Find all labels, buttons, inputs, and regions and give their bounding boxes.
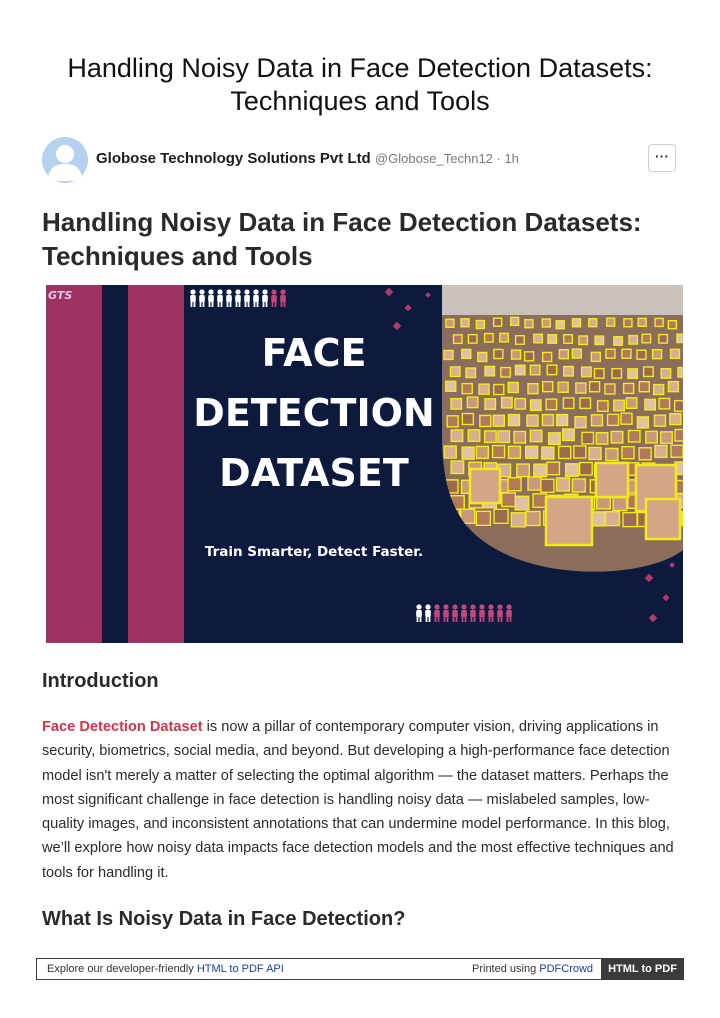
detected-face bbox=[494, 350, 503, 359]
detected-face bbox=[530, 430, 542, 442]
detected-face bbox=[655, 318, 663, 326]
detected-face bbox=[607, 318, 615, 326]
detected-face bbox=[670, 414, 681, 425]
magenta-stripe bbox=[128, 285, 184, 643]
avatar[interactable] bbox=[42, 137, 88, 183]
detected-face bbox=[468, 430, 480, 442]
detected-face bbox=[543, 352, 552, 361]
detected-face bbox=[512, 350, 521, 359]
detected-face bbox=[543, 382, 553, 392]
detected-face bbox=[528, 384, 538, 394]
detected-face bbox=[628, 369, 638, 379]
detected-face bbox=[580, 398, 591, 409]
hero-heading-line-1: FACE bbox=[261, 331, 367, 375]
detected-face bbox=[668, 321, 676, 329]
detected-face bbox=[454, 335, 463, 344]
detected-face bbox=[451, 399, 462, 410]
detected-face bbox=[605, 384, 615, 394]
detected-face bbox=[637, 417, 648, 428]
detected-face bbox=[556, 478, 569, 491]
detected-face bbox=[675, 401, 683, 412]
detected-face bbox=[598, 401, 609, 412]
detected-face bbox=[508, 415, 519, 426]
detected-face bbox=[622, 447, 634, 459]
detected-face bbox=[589, 319, 597, 327]
detected-face bbox=[531, 400, 542, 411]
detected-face bbox=[511, 317, 519, 325]
detected-face bbox=[566, 464, 579, 477]
detected-face bbox=[623, 513, 637, 527]
detected-face bbox=[591, 415, 602, 426]
detected-face bbox=[494, 318, 502, 326]
pdfcrowd-link[interactable]: PDFCrowd bbox=[539, 963, 594, 975]
footer-prefix: Explore our developer-friendly bbox=[47, 963, 197, 975]
detected-face bbox=[624, 319, 632, 327]
detected-face bbox=[527, 415, 538, 426]
detected-face bbox=[462, 384, 472, 394]
detected-face bbox=[613, 497, 627, 511]
detected-face bbox=[621, 413, 632, 424]
detected-face bbox=[508, 382, 518, 392]
detected-face bbox=[533, 494, 547, 508]
detected-face bbox=[559, 350, 568, 359]
footer-printed-prefix: Printed using bbox=[472, 963, 540, 975]
detected-face bbox=[655, 445, 667, 457]
detected-face bbox=[563, 398, 574, 409]
detected-face bbox=[564, 335, 573, 344]
detected-face bbox=[451, 461, 464, 474]
detected-face bbox=[462, 349, 471, 358]
detected-face bbox=[461, 319, 469, 327]
html-to-pdf-button[interactable]: HTML to PDF bbox=[601, 958, 684, 980]
detected-face bbox=[654, 415, 665, 426]
detected-face bbox=[450, 367, 460, 377]
detected-face bbox=[444, 446, 456, 458]
detected-face bbox=[614, 400, 625, 411]
hero-heading-line-2: DETECTION bbox=[193, 391, 435, 435]
hero-tagline: Train Smarter, Detect Faster. bbox=[204, 544, 424, 560]
detected-face bbox=[606, 448, 618, 460]
detected-face-large bbox=[546, 497, 592, 545]
detected-face bbox=[645, 399, 656, 410]
detected-face bbox=[575, 417, 586, 428]
detected-face bbox=[547, 462, 560, 475]
detected-face bbox=[501, 368, 511, 378]
detected-face bbox=[579, 336, 588, 345]
detected-face bbox=[558, 382, 568, 392]
detected-face bbox=[582, 367, 592, 377]
detected-face bbox=[591, 352, 600, 361]
detected-face bbox=[485, 431, 497, 443]
detected-face bbox=[516, 336, 525, 345]
detected-face bbox=[611, 431, 623, 443]
detected-face bbox=[677, 334, 683, 343]
hero-image bbox=[46, 285, 683, 643]
detected-face bbox=[485, 399, 496, 410]
detected-face bbox=[485, 334, 494, 343]
detected-face bbox=[608, 414, 619, 425]
detected-face bbox=[446, 319, 454, 327]
detected-face bbox=[462, 414, 473, 425]
detected-face bbox=[494, 509, 508, 523]
author-name[interactable] bbox=[96, 150, 519, 167]
detected-face-large bbox=[596, 463, 628, 497]
detected-face bbox=[451, 430, 463, 442]
detected-face bbox=[468, 335, 477, 344]
detected-face bbox=[502, 493, 516, 507]
face-detection-dataset-link[interactable]: Face Detection Dataset bbox=[42, 719, 203, 735]
detected-face bbox=[528, 477, 541, 490]
detected-face bbox=[661, 369, 671, 379]
detected-face-large bbox=[646, 499, 680, 539]
detected-face bbox=[642, 334, 651, 343]
detected-face bbox=[557, 415, 568, 426]
detected-face bbox=[526, 446, 538, 458]
detected-face bbox=[589, 447, 601, 459]
detected-face bbox=[563, 429, 575, 441]
detected-face bbox=[447, 416, 458, 427]
detected-face bbox=[493, 415, 504, 426]
detected-face bbox=[515, 399, 526, 410]
detected-face bbox=[446, 381, 456, 391]
detected-face bbox=[476, 321, 484, 329]
intro-heading: Introduction bbox=[42, 670, 159, 692]
detected-face bbox=[576, 383, 586, 393]
intro-body-text: is now a pillar of contemporary computer vision, driving applications in security, biometrics, social media, and beyond. But developing a high-performance face detection model isn't merely a matter of selecting the optimal algorithm — the dataset matters. Perhaps the most significant challenge in face detection is handling noisy data — mislabeled samples, low-quality images, and inconsistent annotations that can undermine model performance. In this blog, we’ll explore how noisy data impacts face detection models and the most effective techniques and tools for handling it. bbox=[42, 719, 674, 881]
detected-face bbox=[596, 433, 608, 445]
detected-face bbox=[668, 382, 678, 392]
detected-face bbox=[626, 398, 637, 409]
detected-face bbox=[564, 367, 574, 377]
detected-face bbox=[580, 463, 593, 476]
detected-face bbox=[542, 447, 554, 459]
detected-face bbox=[606, 349, 615, 358]
detected-face bbox=[549, 433, 561, 445]
detected-face bbox=[498, 431, 510, 443]
detected-face bbox=[514, 431, 526, 443]
detected-face bbox=[671, 445, 683, 457]
detected-face bbox=[541, 479, 554, 492]
detected-face bbox=[653, 350, 662, 359]
detected-face bbox=[542, 415, 553, 426]
detected-face bbox=[590, 382, 600, 392]
detected-face bbox=[591, 512, 605, 526]
author-row bbox=[40, 136, 680, 184]
detected-face bbox=[534, 464, 547, 477]
detected-face bbox=[480, 415, 491, 426]
footer-explore-text bbox=[47, 963, 284, 975]
hero-heading-line-3: DATASET bbox=[219, 451, 409, 495]
detected-face bbox=[462, 447, 474, 459]
detected-face bbox=[517, 464, 530, 477]
detected-face bbox=[605, 512, 619, 526]
detected-face bbox=[572, 479, 585, 492]
detected-face bbox=[661, 432, 673, 444]
detected-face bbox=[485, 366, 495, 376]
pdf-footer-bar bbox=[36, 958, 684, 980]
detected-face bbox=[542, 319, 550, 327]
detected-face bbox=[548, 335, 557, 344]
detected-face bbox=[678, 368, 683, 378]
hero-logo: GTS bbox=[48, 289, 73, 302]
detected-face bbox=[638, 318, 646, 326]
detected-face bbox=[654, 385, 664, 395]
more-options-button[interactable]: ··· bbox=[648, 144, 676, 172]
detected-face bbox=[637, 350, 646, 359]
detected-face bbox=[547, 365, 557, 375]
author-handle: @Globose_Techn12 · 1h bbox=[374, 151, 519, 166]
detected-face bbox=[466, 368, 476, 378]
detected-face bbox=[629, 336, 638, 345]
detected-face bbox=[594, 369, 604, 379]
detected-face bbox=[500, 333, 509, 342]
detected-face bbox=[444, 350, 453, 359]
detected-face bbox=[502, 397, 512, 408]
detected-face bbox=[530, 365, 540, 375]
detected-face bbox=[572, 319, 580, 327]
detected-face bbox=[526, 512, 540, 526]
detected-face bbox=[612, 369, 622, 379]
author-name-text[interactable]: Globose Technology Solutions Pvt Ltd bbox=[96, 150, 371, 167]
detected-face bbox=[572, 349, 581, 358]
detected-face bbox=[595, 336, 604, 345]
detected-face bbox=[534, 334, 543, 343]
footer-printed-text bbox=[472, 963, 593, 975]
detected-face bbox=[582, 432, 594, 444]
detected-face bbox=[639, 448, 651, 460]
detected-face bbox=[508, 478, 521, 491]
detected-face bbox=[546, 399, 557, 410]
detected-face bbox=[670, 349, 679, 358]
html-to-pdf-api-link[interactable]: HTML to PDF API bbox=[196, 963, 284, 975]
detected-face bbox=[559, 446, 571, 458]
detected-face bbox=[629, 430, 641, 442]
detected-face bbox=[525, 352, 534, 361]
detected-face bbox=[479, 384, 489, 394]
detected-face bbox=[478, 352, 487, 361]
detected-face bbox=[644, 367, 654, 377]
detected-face bbox=[508, 446, 520, 458]
detected-face bbox=[622, 349, 631, 358]
detected-face bbox=[511, 513, 525, 527]
detected-face bbox=[494, 385, 504, 395]
magenta-stripe bbox=[46, 285, 102, 643]
detected-face-large bbox=[470, 469, 500, 503]
detected-face bbox=[556, 321, 564, 329]
detected-face bbox=[639, 382, 649, 392]
detected-face bbox=[614, 337, 623, 346]
section-heading-noisy-data: What Is Noisy Data in Face Detection? bbox=[42, 908, 406, 930]
detected-face bbox=[525, 320, 533, 328]
detected-face bbox=[646, 431, 658, 443]
document-title: Handling Noisy Data in Face Detection Datasets: Techniques and Tools bbox=[67, 53, 653, 116]
detected-face bbox=[476, 511, 490, 525]
detected-face bbox=[515, 365, 525, 375]
detected-face bbox=[574, 446, 586, 458]
detected-face bbox=[515, 496, 529, 510]
detected-face bbox=[659, 335, 668, 344]
detected-face bbox=[624, 383, 634, 393]
article-title: Handling Noisy Data in Face Detection Datasets: Techniques and Tools bbox=[42, 207, 642, 271]
user-silhouette-icon bbox=[42, 137, 88, 183]
intro-paragraph bbox=[42, 715, 682, 885]
detected-face bbox=[675, 429, 683, 441]
detected-face bbox=[659, 398, 670, 409]
detected-face bbox=[476, 446, 488, 458]
detected-face bbox=[467, 397, 478, 408]
detected-face bbox=[493, 446, 505, 458]
